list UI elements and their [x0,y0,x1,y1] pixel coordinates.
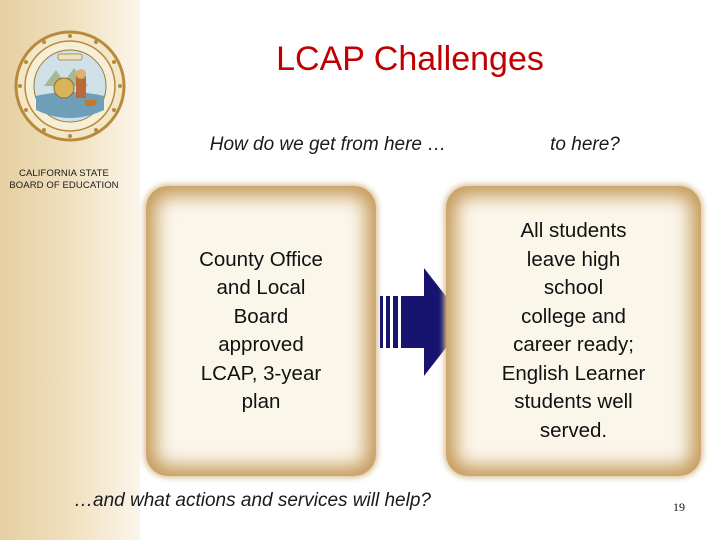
text-line: plan [241,390,281,413]
text-line: County Office [199,247,323,271]
california-state-seal-icon [14,30,126,142]
sidebar-strip [0,0,140,540]
text-line: LCAP, 3-year [200,361,322,385]
current-state-box [146,186,376,476]
footer-question: …and what actions and services will help? [74,490,431,511]
text-line: approved [218,333,304,356]
current-state-text [181,246,341,417]
organization-name-line-1: CALIFORNIA STATE [19,168,109,179]
text-line: career ready; [513,333,634,356]
text-line: school [543,276,604,299]
slide-title: LCAP Challenges [276,40,544,78]
question-left: How do we get from here … [209,134,447,155]
organization-name [0,168,128,192]
text-line: English Learner [501,361,646,385]
text-line: served. [539,418,608,442]
text-line: students well [514,390,633,413]
page-number: 19 [673,500,685,514]
goal-state-box [446,186,701,476]
text-line: Board [233,304,289,328]
text-line: and Local [216,276,306,299]
goal-state-text [476,217,672,445]
organization-name-line-2: BOARD OF EDUCATION [9,180,119,191]
question-right: to here? [550,134,620,155]
text-line: leave high [526,247,621,271]
text-line: college and [521,304,626,328]
text-line: All students [520,219,627,242]
